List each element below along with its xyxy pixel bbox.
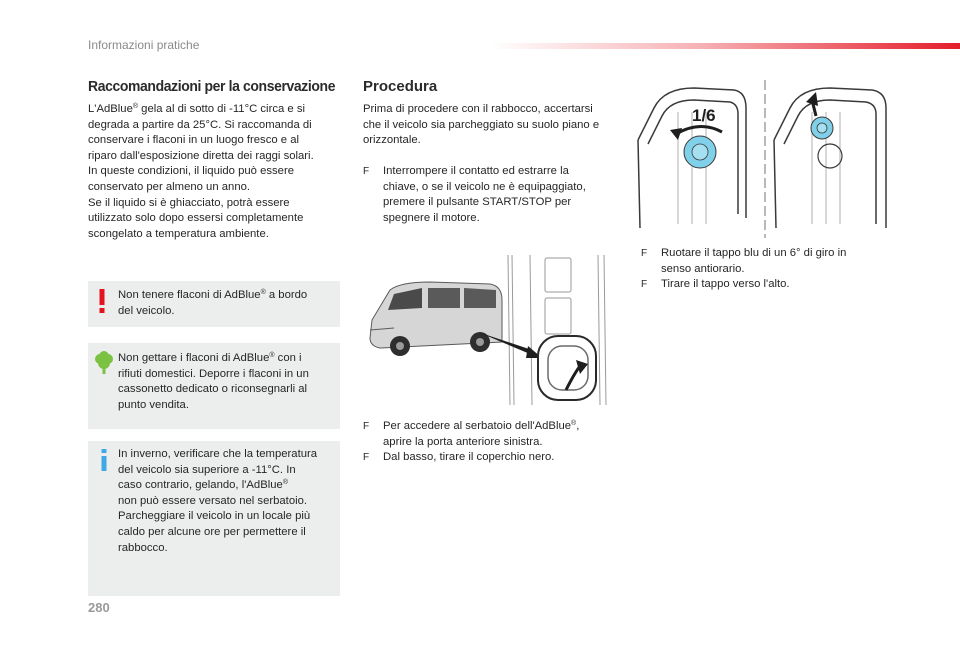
storage-line-3: conservare i flaconi in un luogo fresco e al — [88, 134, 299, 147]
environment-line-4: punto vendita. — [118, 398, 189, 411]
storage-line-7: Se il liquido si è ghiacciato, potrà essere — [88, 196, 290, 209]
page-number: 280 — [88, 600, 110, 615]
step3-item-2: F Tirare il tappo verso l'alto. — [641, 277, 846, 293]
step3-item-1: F Ruotare il tappo blu di un 6° di giro in senso antiorario. — [641, 247, 847, 275]
info-icon — [100, 449, 108, 471]
info-line-6: caldo per alcune ore per permettere il — [118, 525, 306, 538]
environment-line-2: rifiuti domestici. Deporre i flaconi in un — [118, 367, 309, 380]
bullet-icon: F — [641, 248, 648, 259]
step2-item-1: F Per accedere al serbatoio dell'AdBlue®, aprire la porta anteriore sinistra. — [363, 420, 580, 448]
info-line-2: del veicolo sia superiore a -11°C. In — [118, 463, 296, 476]
storage-line-9: scongelato a temperatura ambiente. — [88, 227, 269, 240]
storage-line-2: degrada a partire da 25°C. Si raccomanda di — [88, 118, 312, 131]
intro-line-1: Prima di procedere con il rabbocco, accertarsi — [363, 103, 593, 115]
info-line-4: non può essere versato nel serbatoio. — [118, 494, 308, 507]
van-door-illustration — [360, 250, 618, 410]
exclamation-icon — [98, 289, 106, 313]
environment-note — [88, 343, 340, 429]
storage-paragraph — [88, 102, 314, 242]
warning-note — [88, 281, 340, 327]
info-note — [88, 441, 340, 596]
info-line-3: caso contrario, gelando, l'AdBlue® — [118, 479, 288, 492]
intro-line-2: che il veicolo sia parcheggiato su suolo piano e — [363, 118, 600, 131]
step2-list — [363, 419, 579, 466]
environment-line-1: Non gettare i flaconi di AdBlue® con i — [118, 352, 302, 364]
tree-icon — [94, 351, 114, 375]
warning-line-2: del veicolo. — [118, 304, 175, 317]
bullet-icon: F — [363, 421, 370, 432]
storage-title: Raccomandazioni per la conservazione — [88, 78, 336, 95]
procedure-title: Procedura — [363, 78, 438, 95]
step3-list — [641, 246, 846, 293]
info-line-7: rabbocco. — [118, 541, 168, 554]
section-header: Informazioni pratiche — [88, 38, 200, 52]
procedure-intro — [363, 102, 599, 149]
info-line-1: In inverno, verificare che la temperatura — [118, 448, 318, 460]
step2-item-2: F Dal basso, tirare il coperchio nero. — [363, 450, 579, 466]
cap-rotation-label: 1/6 — [692, 106, 716, 125]
bullet-icon: F — [641, 279, 648, 291]
storage-line-1: L'AdBlue® gela al di sotto di -11°C circa e si — [88, 103, 305, 115]
bullet-icon: F — [363, 166, 370, 177]
environment-line-3: cassonetto dedicato o riconsegnarli al — [118, 383, 308, 396]
header-rule — [490, 43, 960, 49]
storage-line-8: utilizzato solo dopo essersi completamente — [88, 212, 304, 225]
bullet-icon: F — [363, 452, 370, 464]
cap-illustration — [634, 78, 898, 240]
intro-line-3: orizzontale. — [363, 134, 421, 147]
step1-list — [363, 164, 586, 226]
storage-line-6: conservato per almeno un anno. — [88, 180, 251, 193]
warning-line-1: Non tenere flaconi di AdBlue® a bordo — [118, 289, 308, 301]
info-line-5: Parcheggiare il veicolo in un locale più — [118, 510, 311, 523]
storage-line-4: riparo dall'esposizione diretta dei raggi solari. — [88, 149, 314, 162]
step1-item: F Interrompere il contatto ed estrarre la chiave, o se il veicolo ne è equipaggiato, premere il pulsante START/STOP per spegnere il motore. — [363, 165, 586, 224]
storage-line-5: In queste condizioni, il liquido può essere — [88, 165, 294, 178]
